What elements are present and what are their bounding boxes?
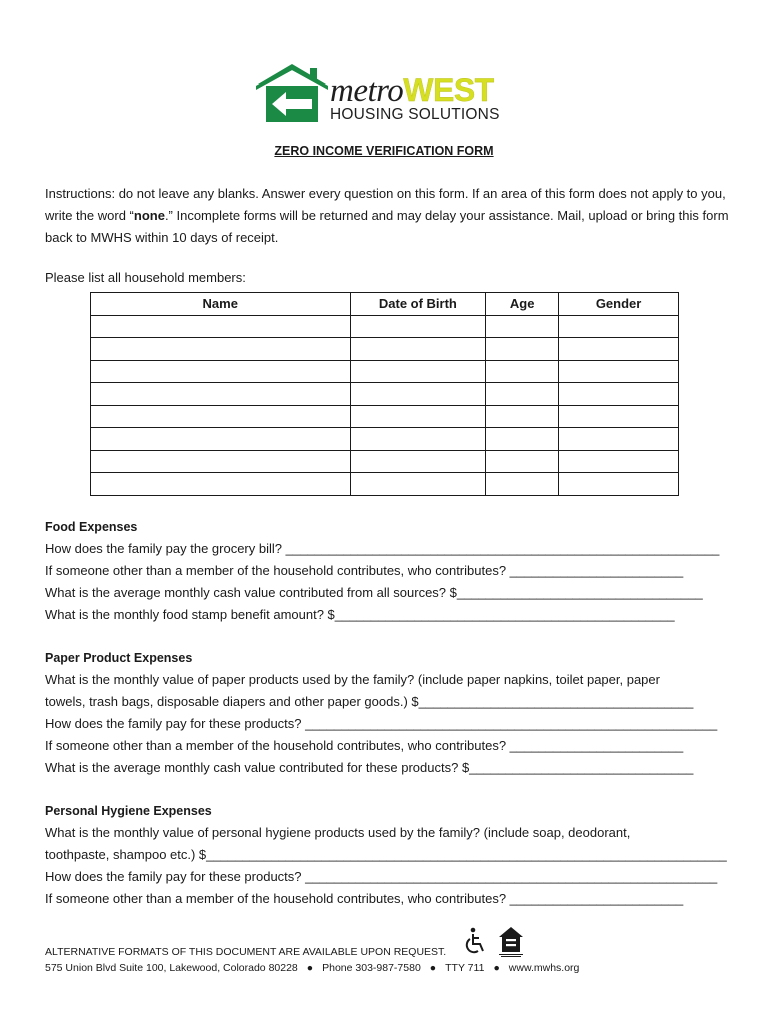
age-cell[interactable] [486, 383, 559, 406]
name-cell[interactable] [91, 405, 351, 428]
name-cell[interactable] [91, 338, 351, 361]
name-cell[interactable] [91, 450, 351, 473]
bullet-separator: ● [493, 962, 500, 974]
dob-cell[interactable] [350, 473, 486, 496]
table-row [91, 428, 679, 451]
footer-website[interactable]: www.mwhs.org [508, 962, 580, 974]
column-header-gender: Gender [559, 293, 679, 316]
footer-address: 575 Union Blvd Suite 100, Lakewood, Colorado 80228 [45, 962, 298, 974]
paper-question-value-line1: What is the monthly value of paper products used by the family? (include paper napkins, toilet paper, paper [45, 672, 660, 687]
bullet-separator: ● [429, 962, 437, 974]
paper-question-value-line2[interactable]: towels, trash bags, disposable diapers and other paper goods.) $______________________________________ [45, 694, 694, 709]
paper-expenses-section [45, 647, 735, 779]
name-cell[interactable] [91, 360, 351, 383]
footer-phone: Phone 303-987-7580 [322, 962, 421, 974]
age-cell[interactable] [486, 405, 559, 428]
instructions-emphasis: none [133, 208, 165, 223]
paper-question-cash-value[interactable]: What is the average monthly cash value contributed for these products? $_______________________________ [45, 760, 694, 775]
table-row [91, 383, 679, 406]
footer-tty: TTY 711 [445, 962, 485, 974]
logo-subtitle: HOUSING SOLUTIONS [330, 106, 500, 123]
members-label: Please list all household members: [45, 270, 246, 285]
age-cell[interactable] [486, 473, 559, 496]
hygiene-expenses-section [45, 800, 735, 910]
table-row [91, 450, 679, 473]
age-cell[interactable] [486, 450, 559, 473]
hygiene-question-pay[interactable]: How does the family pay for these products? _________________________________________________________ [45, 869, 718, 884]
table-row [91, 360, 679, 383]
gender-cell[interactable] [559, 338, 679, 361]
name-cell[interactable] [91, 473, 351, 496]
food-question-food-stamp[interactable]: What is the monthly food stamp benefit amount? $_______________________________________________ [45, 607, 675, 622]
dob-cell[interactable] [350, 383, 486, 406]
hygiene-expenses-title: Personal Hygiene Expenses [45, 804, 212, 818]
household-members-table [90, 292, 679, 496]
metrowest-logo [256, 62, 518, 126]
house-arrow-logo-icon [256, 62, 328, 124]
dob-cell[interactable] [350, 360, 486, 383]
paper-expenses-title: Paper Product Expenses [45, 651, 193, 665]
instructions-part2: .” Incomplete forms will be returned and may delay your assistance. Mail, upload or bring this form back to MWHS within 10 days of receipt. [45, 208, 729, 245]
table-row [91, 405, 679, 428]
instructions-part1: Instructions: do not leave any blanks. Answer every question on this form. If an area of this form does not apply to you, write the word “ [45, 186, 726, 223]
bullet-separator: ● [306, 962, 314, 974]
column-header-age: Age [486, 293, 559, 316]
table-row [91, 473, 679, 496]
name-cell[interactable] [91, 428, 351, 451]
gender-cell[interactable] [559, 383, 679, 406]
gender-cell[interactable] [559, 405, 679, 428]
food-expenses-title: Food Expenses [45, 520, 138, 534]
dob-cell[interactable] [350, 405, 486, 428]
footer-alt-formats: ALTERNATIVE FORMATS OF THIS DOCUMENT ARE AVAILABLE UPON REQUEST. [45, 946, 447, 958]
dob-cell[interactable] [350, 428, 486, 451]
gender-cell[interactable] [559, 450, 679, 473]
age-cell[interactable] [486, 360, 559, 383]
gender-cell[interactable] [559, 315, 679, 338]
paper-question-contributor[interactable]: If someone other than a member of the household contributes, who contributes? ________________________ [45, 738, 684, 753]
gender-cell[interactable] [559, 473, 679, 496]
name-cell[interactable] [91, 383, 351, 406]
logo-wordmark [330, 74, 494, 108]
column-header-name: Name [91, 293, 351, 316]
food-question-grocery[interactable]: How does the family pay the grocery bill? ____________________________________________________________ [45, 541, 720, 556]
form-title: ZERO INCOME VERIFICATION FORM [274, 144, 494, 158]
logo-metro: metro [330, 73, 404, 109]
instructions [45, 183, 735, 249]
footer-contact-line [45, 960, 579, 976]
name-cell[interactable] [91, 315, 351, 338]
footer [45, 944, 579, 976]
dob-cell[interactable] [350, 338, 486, 361]
hygiene-question-value-line1: What is the monthly value of personal hygiene products used by the family? (include soap, deodorant, [45, 825, 631, 840]
food-expenses-section [45, 516, 735, 626]
age-cell[interactable] [486, 315, 559, 338]
food-question-cash-value[interactable]: What is the average monthly cash value contributed from all sources? $__________________________________ [45, 585, 703, 600]
food-question-contributor[interactable]: If someone other than a member of the household contributes, who contributes? ________________________ [45, 563, 684, 578]
age-cell[interactable] [486, 338, 559, 361]
age-cell[interactable] [486, 428, 559, 451]
dob-cell[interactable] [350, 315, 486, 338]
table-row [91, 338, 679, 361]
gender-cell[interactable] [559, 428, 679, 451]
dob-cell[interactable] [350, 450, 486, 473]
hygiene-question-value-line2[interactable]: toothpaste, shampoo etc.) $________________________________________________________________________ [45, 847, 727, 862]
column-header-dob: Date of Birth [350, 293, 486, 316]
table-header-row [91, 293, 679, 316]
paper-question-pay[interactable]: How does the family pay for these products? _________________________________________________________ [45, 716, 718, 731]
gender-cell[interactable] [559, 360, 679, 383]
logo-west: WEST [403, 72, 494, 108]
table-row [91, 315, 679, 338]
hygiene-question-contributor[interactable]: If someone other than a member of the household contributes, who contributes? ________________________ [45, 891, 684, 906]
